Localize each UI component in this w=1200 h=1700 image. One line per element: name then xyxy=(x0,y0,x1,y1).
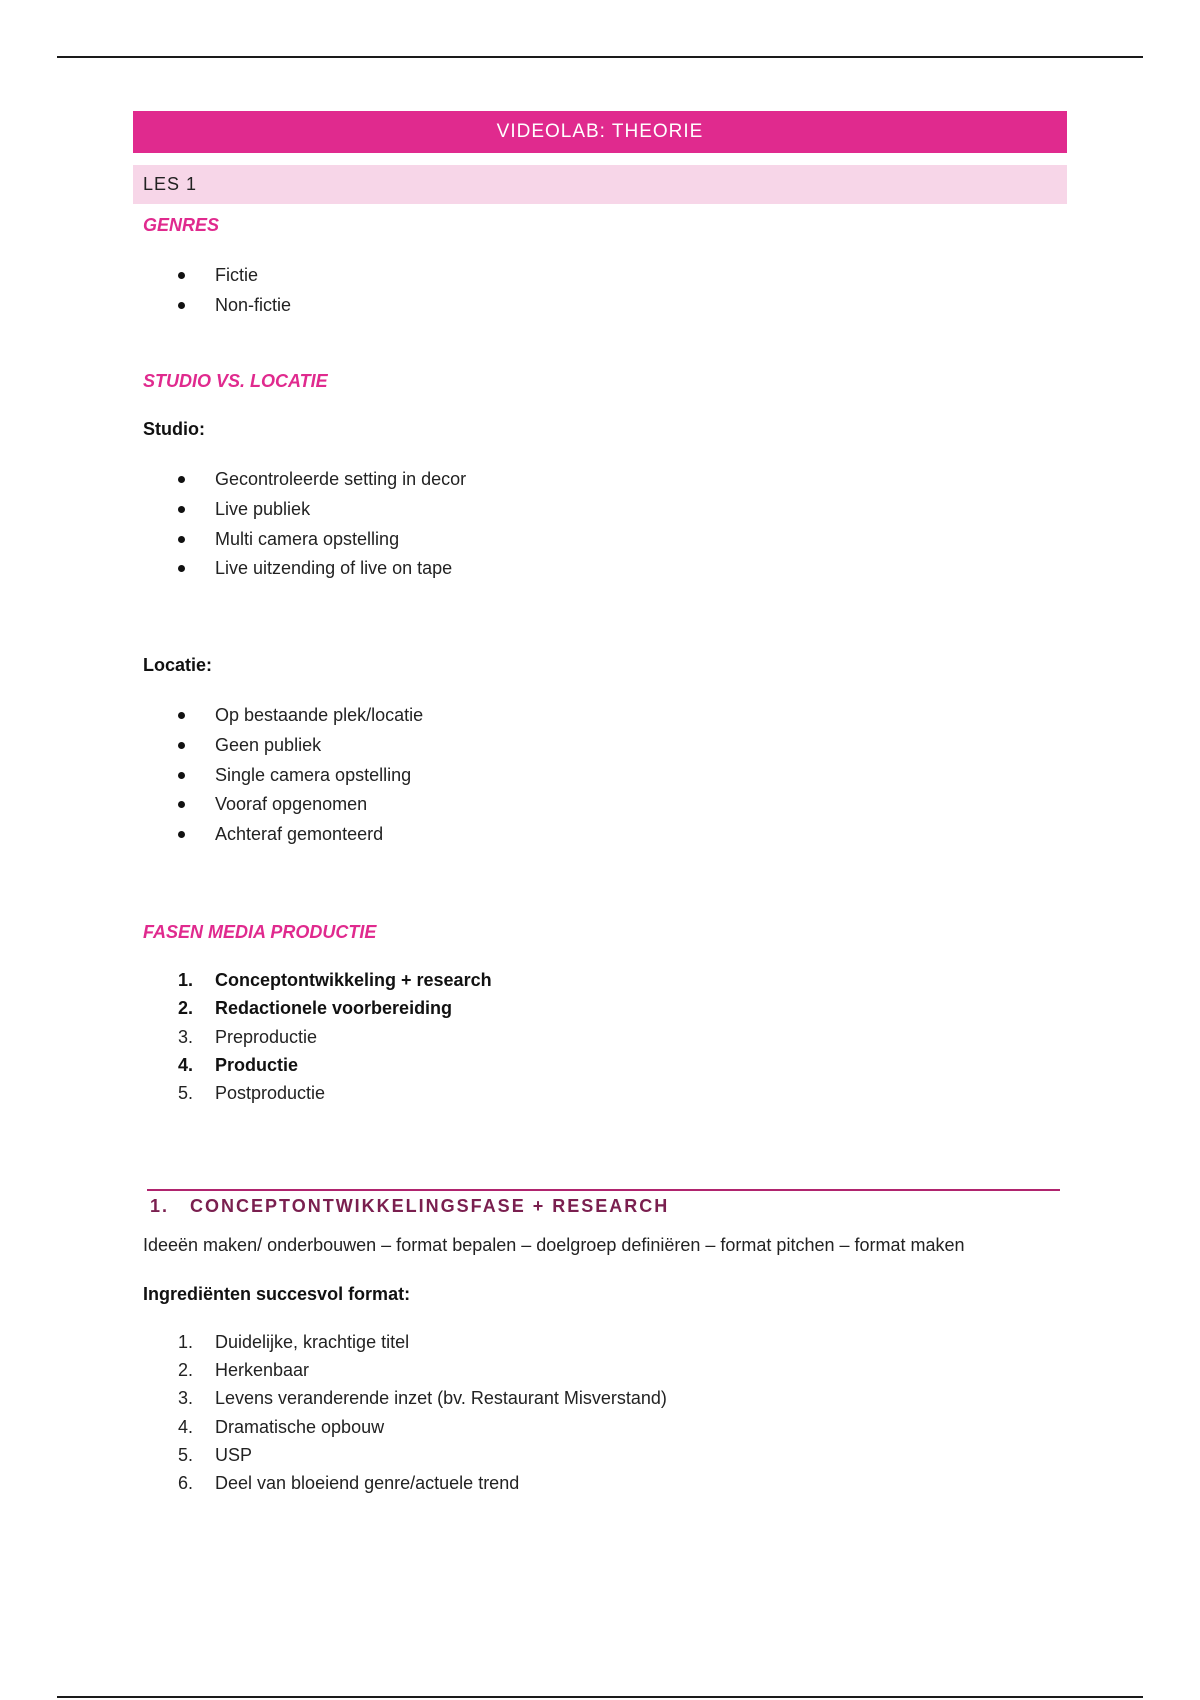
lesson-bar xyxy=(133,165,1067,204)
bullet-icon xyxy=(178,506,185,513)
bullet-icon xyxy=(178,565,185,572)
bullet-icon xyxy=(178,801,185,808)
page-title-banner xyxy=(133,111,1067,153)
studio-locatie-heading: STUDIO VS. LOCATIE xyxy=(143,371,328,391)
bullet-icon xyxy=(178,272,185,279)
bullet-icon xyxy=(178,712,185,719)
bullet-icon xyxy=(178,742,185,749)
genres-heading: GENRES xyxy=(143,215,220,235)
bottom-rule xyxy=(57,1696,1143,1698)
locatie-label: Locatie: xyxy=(143,655,213,675)
lesson-label: LES 1 xyxy=(143,174,198,194)
concept-paragraph: Ideeën maken/ onderbouwen – format bepalen – doelgroep definiëren – format pitchen – format maken xyxy=(143,1235,965,1255)
bullet-icon xyxy=(178,302,185,309)
bullet-icon xyxy=(178,831,185,838)
bullet-icon xyxy=(178,536,185,543)
bullet-icon xyxy=(178,772,185,779)
page-title: VIDEOLAB: THEORIE xyxy=(496,121,704,142)
ingredienten-label: Ingrediënten succesvol format: xyxy=(143,1284,411,1304)
studio-label: Studio: xyxy=(143,419,205,439)
section-title: 1. CONCEPTONTWIKKELINGSFASE + RESEARCH xyxy=(150,1196,670,1216)
section-divider xyxy=(147,1189,1060,1191)
top-rule xyxy=(57,56,1143,58)
bullet-icon xyxy=(178,476,185,483)
fasen-heading: FASEN MEDIA PRODUCTIE xyxy=(143,922,377,942)
